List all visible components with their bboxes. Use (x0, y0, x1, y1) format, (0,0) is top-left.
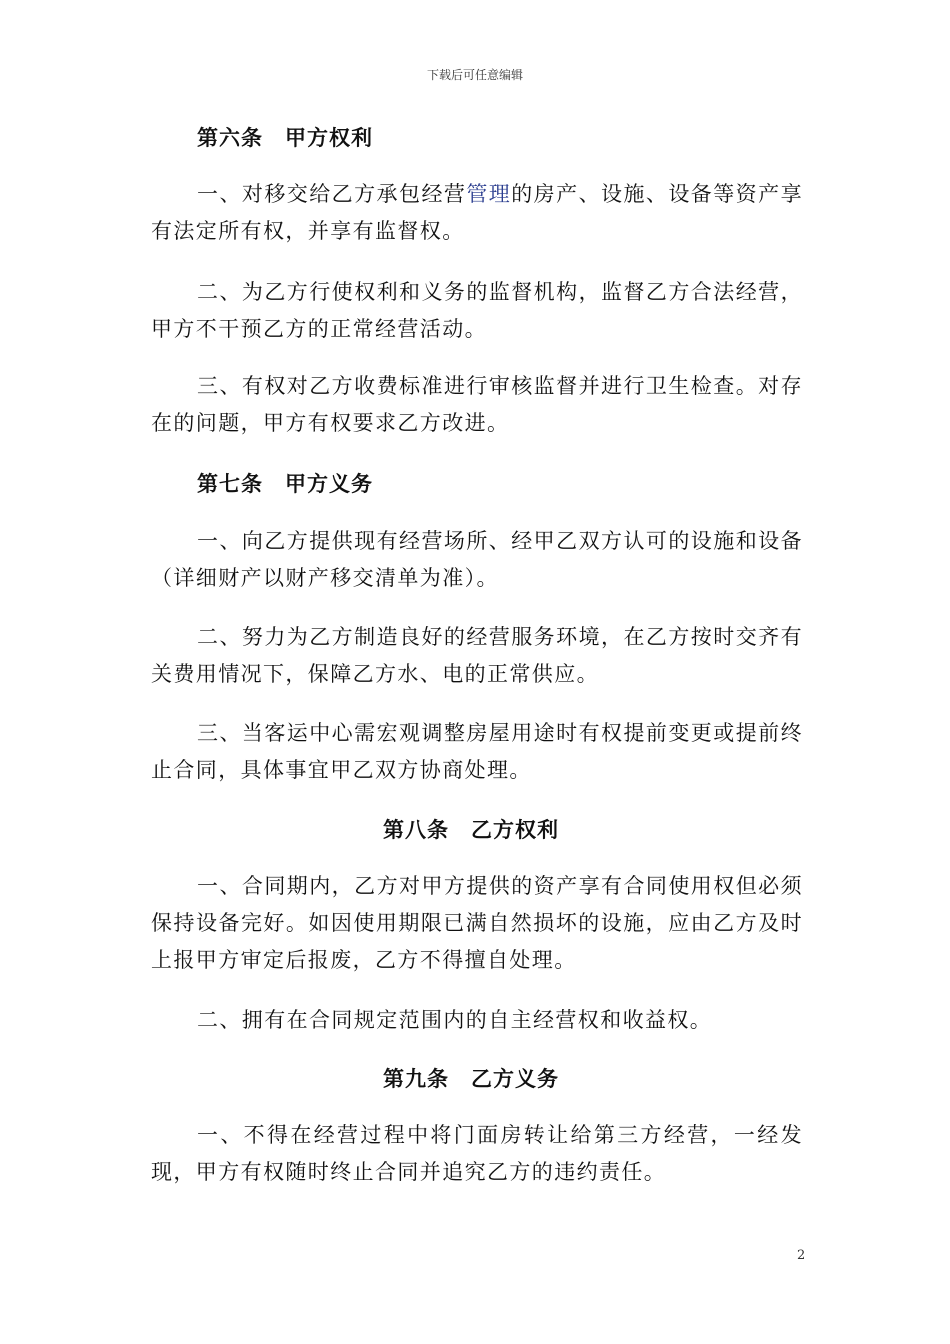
paragraph: 二、努力为乙方制造良好的经营服务环境，在乙方按时交齐有关费用情况下，保障乙方水、电的正常供应。 (151, 625, 803, 686)
management-link[interactable]: 管理 (466, 182, 512, 206)
section-heading-6: 第六条 甲方权利 (197, 125, 373, 150)
page-number: 2 (797, 1248, 806, 1263)
paragraph: 三、当客运中心需宏观调整房屋用途时有权提前变更或提前终止合同，具体事宜甲乙双方协商处理。 (151, 721, 803, 782)
paragraph: 一、向乙方提供现有经营场所、经甲乙双方认可的设施和设备（详细财产以财产移交清单为准）。 (151, 529, 803, 590)
paragraph-text: 一、对移交给乙方承包经营 (197, 182, 467, 206)
paragraph: 一、不得在经营过程中将门面房转让给第三方经营，一经发现，甲方有权随时终止合同并追究乙方的违约责任。 (151, 1123, 803, 1184)
paragraph-text: 的房产、设施、设备等资产享有法定所有权，并享有监督权。 (151, 182, 803, 243)
paragraph: 二、为乙方行使权利和义务的监督机构，监督乙方合法经营，甲方不干预乙方的正常经营活动。 (151, 280, 803, 341)
section-heading-7: 第七条 甲方义务 (197, 471, 373, 496)
paragraph: 二、拥有在合同规定范围内的自主经营权和收益权。 (197, 1008, 713, 1032)
page-header: 下载后可任意编辑 (426, 68, 523, 82)
section-heading-8: 第八条 乙方权利 (383, 817, 559, 842)
paragraph: 三、有权对乙方收费标准进行审核监督并进行卫生检查。对存在的问题，甲方有权要求乙方改进。 (151, 374, 803, 435)
paragraph: 一、合同期内，乙方对甲方提供的资产享有合同使用权但必须保持设备完好。如因使用期限已满自然损坏的设施，应由乙方及时上报甲方审定后报废，乙方不得擅自处理。 (151, 874, 803, 972)
paragraph (151, 176, 803, 250)
section-heading-9: 第九条 乙方义务 (383, 1066, 559, 1091)
